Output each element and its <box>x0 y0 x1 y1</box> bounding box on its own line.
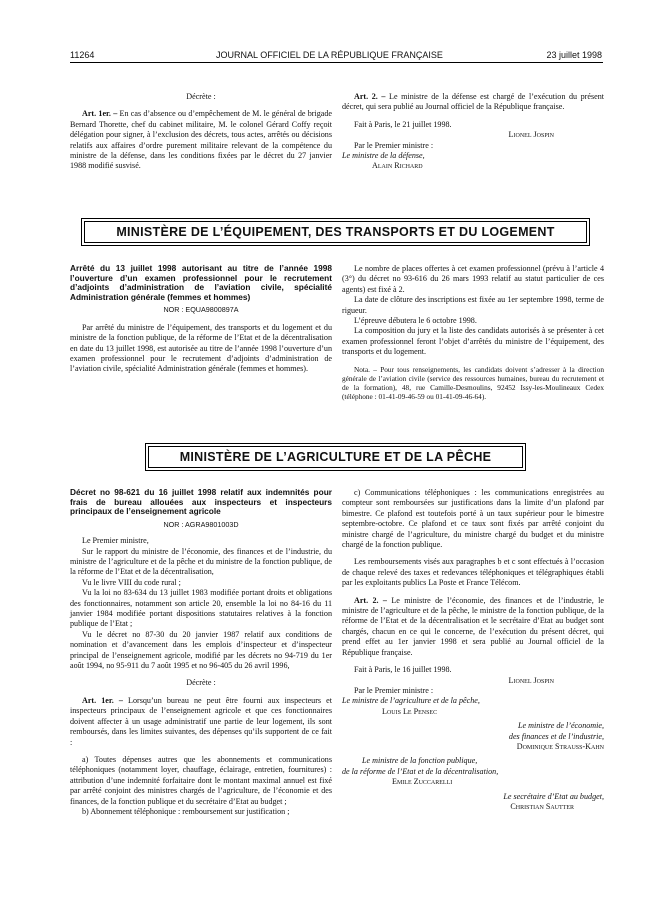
decret-article-2 <box>342 596 604 658</box>
minister-title: Le ministre de la défense, <box>342 151 425 161</box>
done-at-paris-2: Fait à Paris, le 16 juillet 1998. <box>354 665 452 675</box>
decret-article-2-text: Le ministre de l’économie, des finances et de l’industrie, le ministre de l’agriculture et de la pêche, le ministre de la fonction publique, de la réforme de l’Etat et de la décentralisation et le secrétaire d’Etat au budget sont chargés, chacun en ce qui le concerne, de l’exécution du présent décret, qui prend effet au 1er janvier 1998 et sera publié au Journal officiel de la République française. <box>342 595 604 657</box>
journal-title: JOURNAL OFFICIEL DE LA RÉPUBLIQUE FRANÇAISE <box>216 50 443 60</box>
header-rule <box>70 62 603 63</box>
signatory-1-title: Le ministre de l’agriculture et de la pêche, <box>342 696 480 706</box>
signatory-4-title: Le secrétaire d’Etat au budget, <box>503 791 604 801</box>
signatory-2-title-2: des finances et de l’industrie, <box>508 731 604 741</box>
decret-article-1 <box>70 696 332 748</box>
rapport-paragraph: Sur le rapport du ministre de l’économie, des finances et de l’industrie, du ministre de l’agriculture et de la pêche et du ministre de la fonction publique, de la réforme de l’Etat et de la décentralisation, <box>70 546 332 577</box>
signatory-4-name: Christian Sautter <box>510 801 574 811</box>
vu-loi-paragraph: Vu la loi no 83-634 du 13 juillet 1983 modifiée portant droits et obligations des fonctionnaires, notamment son article 20, ensemble la loi no 84-16 du 11 janvier 1984 modifiée portant dispositions statutaires relatives à la fonction publique de l’Etat ; <box>70 588 332 629</box>
by-pm-line-2: Par le Premier ministre : <box>354 685 434 695</box>
vu-code-rural: Vu le livre VIII du code rural ; <box>82 577 181 587</box>
closing-date-paragraph: La date de clôture des inscriptions est fixée au 1er septembre 1998, terme de rigueur. <box>342 295 604 315</box>
arrete-title: Arrêté du 13 juillet 1998 autorisant au titre de l’année 1998 l’ouverture d’un examen professionnel pour le recrutement d’adjoints d’administration de l’aviation civile, spécialité Administration générale (femmes et hommes) <box>70 263 332 302</box>
nor-reference-decret: NOR : AGRA9801003D <box>163 519 239 529</box>
signatory-2-title-1: Le ministre de l’économie, <box>517 721 604 731</box>
decrete-heading-2: Décrète : <box>186 678 216 688</box>
signatory-2-name: Dominique Strauss-Kahn <box>516 741 604 751</box>
decrete-heading: Décrète : <box>186 92 216 101</box>
arrete-paragraph: Par arrêté du ministre de l’équipement, des transports et du logement et du ministre de la fonction publique, de la réforme de l’Etat et de la décentralisation en date du 13 juillet 1998, est autorisée au titre de l’année 1998 l’ouverture d’un examen professionnel pour le recrutement d’adjoints d’administration de l’aviation civile, spécialité Administration générale (femmes et hommes). <box>70 322 332 374</box>
article-2 <box>342 92 604 113</box>
nor-reference: NOR : EQUA9800897A <box>163 305 239 315</box>
article-1-label: Art. 1er. – <box>82 109 118 119</box>
ministry-heading-agriculture: MINISTÈRE DE L’AGRICULTURE ET DE LA PÊCHE <box>148 446 523 468</box>
nota-paragraph: Nota. – Pour tous renseignements, les candidats doivent s’adresser à la direction générale de l’aviation civile (service des ressources humaines, bureau du recrutement et de la formation), 48, rue Camille-Desmoulins, 92452 Issy-les-Moulineaux Cedex (téléphone : 01-41-09-46-59 ou 01-41-09-46-64). <box>342 364 604 402</box>
article-2-label: Art. 2. – <box>354 92 386 101</box>
signatory-3-title-2: de la réforme de l’Etat et de la décentralisation, <box>342 766 499 776</box>
signatory-3-name: Emile Zuccarelli <box>392 777 453 787</box>
pm-signature: Lionel Jospin <box>508 130 554 140</box>
remboursements-paragraph: Les remboursements visés aux paragraphes b et c sont effectués à l’occasion de chaque relevé des taxes et redevances téléphoniques et télégraphiques établi par les exploitants publics La Poste et France Télécom. <box>342 557 604 588</box>
article-1-text: En cas d’absence ou d’empêchement de M. le général de brigade Bernard Thorette, chef du cabinet militaire, M. le colonel Gérard Coffy reçoit délégation pour signer, à l’exclusion des décrets, tous actes, arrêtés ou décisions relatifs aux affaires d’ordre purement militaire relevant de la compétence du ministre de la défense, dans les conditions fixées par le décret du 27 janvier 1988 modifié susvisé. <box>70 109 333 171</box>
vu-decret-paragraph: Vu le décret no 87-30 du 20 janvier 1987 relatif aux conditions de nomination et d’avancement dans les emplois d’inspecteur et d’inspecteur principal de l’enseignement agricole, modifié par les décrets no 94-719 du 1er août 1994, no 95-911 du 7 août 1995 et no 96-405 du 26 avril 1996, <box>70 629 332 671</box>
done-at-paris: Fait à Paris, le 21 juillet 1998. <box>354 119 452 129</box>
places-paragraph: Le nombre de places offertes à cet examen professionnel (prévu à l’article 4 (3°) du décret no 93-616 du 26 mars 1993 relatif au statut particulier de ces agents) est fixé à 2. <box>342 264 604 294</box>
premier-ministre-line: Le Premier ministre, <box>82 536 149 546</box>
decret-article-1-text: Lorsqu’un bureau ne peut être fourni aux inspecteurs et inspecteurs principaux de l’enseignement agricole et que ces fonctionnaires doivent affecter à un usage administratif une partie de leur logement, ils sont remboursés, dans les limites suivantes, des dépenses qu’ils supportent de ce fait : <box>70 695 332 747</box>
paragraph-b: b) Abonnement téléphonique : remboursement sur justification ; <box>82 806 290 816</box>
article-2-text: Le ministre de la défense est chargé de l’exécution du présent décret, qui sera publié au Journal officiel de la République française. <box>342 92 604 112</box>
ministry-heading-equipement: MINISTÈRE DE L’ÉQUIPEMENT, DES TRANSPORTS ET DU LOGEMENT <box>84 221 587 243</box>
signatory-3-title-1: Le ministre de la fonction publique, <box>362 756 478 766</box>
top-right-column <box>342 92 604 172</box>
decret-article-1-label: Art. 1er. – <box>82 695 123 705</box>
agriculture-right-column <box>342 488 604 812</box>
by-pm-line: Par le Premier ministre : <box>354 140 434 150</box>
decret-article-2-label: Art. 2. – <box>354 595 387 605</box>
top-left-column <box>70 92 332 172</box>
equipement-right-column <box>342 264 604 401</box>
issue-date: 23 juillet 1998 <box>546 50 602 60</box>
jury-paragraph: La composition du jury et la liste des candidats autorisés à se présenter à cet examen professionnel feront l’objet d’arrêtés du ministre de l’équipement, des transports et du logement. <box>342 326 604 357</box>
pm-signature-2: Lionel Jospin <box>508 675 554 685</box>
article-1 <box>70 109 332 171</box>
signatory-1-name: Louis Le Pensec <box>382 706 438 716</box>
agriculture-left-column <box>70 488 332 817</box>
minister-signature: Alain Richard <box>372 161 423 171</box>
decret-title: Décret no 98-621 du 16 juillet 1998 relatif aux indemnités pour frais de bureau allouées aux inspecteurs et inspecteurs principaux de l’enseignement agricole <box>70 487 332 517</box>
page-number: 11264 <box>70 50 95 60</box>
equipement-left-column <box>70 264 332 375</box>
paragraph-c: c) Communications téléphoniques : les communications enregistrées au compteur sont remboursées sur justifications dans la limite d’un plafond par bimestre. Ce plafond est toutefois porté à un taux supérieur pour le bimestre septembre-octobre. Ce plafond et ce taux sont fixés par arrêté conjoint du ministre chargé de l’agriculture, du ministre chargé du budget et du ministre chargé de la fonction publique. <box>342 488 604 550</box>
paragraph-a: a) Toutes dépenses autres que les abonnements et communications téléphoniques (notamment loyer, chauffage, éclairage, entretien, fournitures) : attribution d’une indemnité forfaitaire dont le montant maximal annuel est fixé par arrêté conjoint des ministres chargés de l’agriculture, de l’économie et des finances, de la fonction publique et du secrétaire d’Etat au budget ; <box>70 754 332 806</box>
exam-start-paragraph: L’épreuve débutera le 6 octobre 1998. <box>354 316 477 326</box>
